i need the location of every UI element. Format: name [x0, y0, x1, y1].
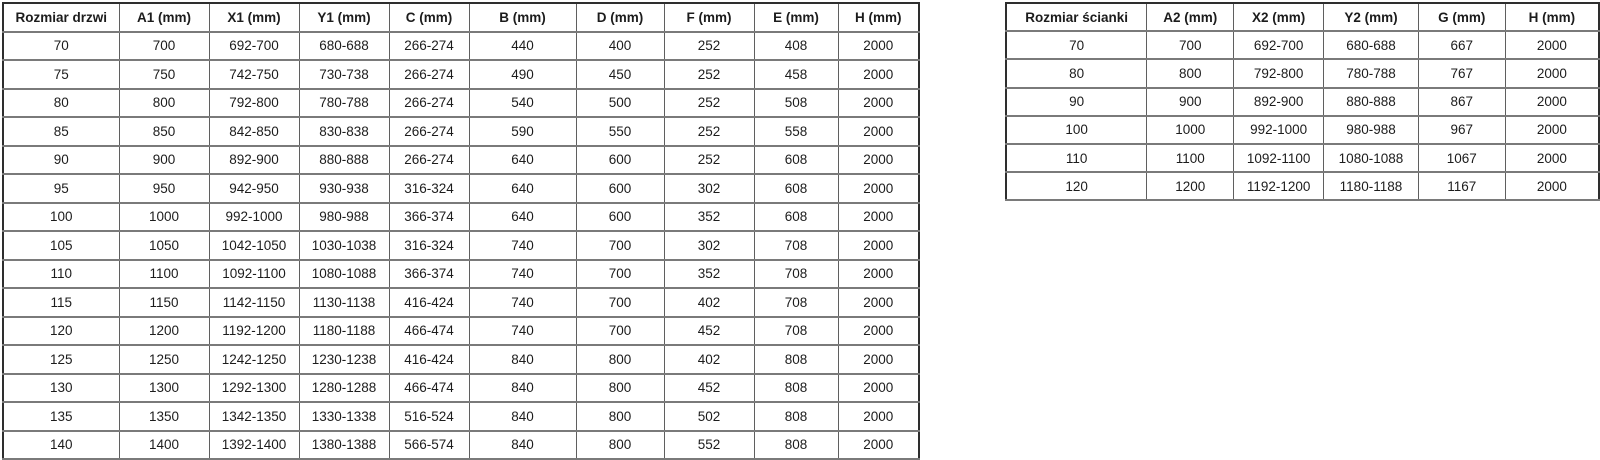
table-cell: 1030-1038 — [299, 231, 389, 260]
column-header: Rozmiar ścianki — [1006, 3, 1147, 31]
table-cell: 1280-1288 — [299, 374, 389, 403]
table-cell: 767 — [1418, 59, 1505, 87]
column-header: Y2 (mm) — [1324, 3, 1419, 31]
table-cell: 1180-1188 — [1324, 172, 1419, 200]
table-cell: 1380-1388 — [299, 431, 389, 460]
table-cell: 1392-1400 — [209, 431, 299, 460]
table-cell: 466-474 — [389, 374, 469, 403]
table-cell: 700 — [576, 231, 664, 260]
table-cell: 1250 — [119, 345, 209, 374]
table-cell: 500 — [576, 89, 664, 118]
table-cell: 266-274 — [389, 117, 469, 146]
table-cell: 266-274 — [389, 89, 469, 118]
table-cell: 680-688 — [299, 32, 389, 61]
table-cell: 85 — [3, 117, 119, 146]
table-cell: 2000 — [838, 260, 919, 289]
table-cell: 692-700 — [1234, 31, 1324, 59]
table-cell: 2000 — [838, 32, 919, 61]
table-cell: 1050 — [119, 231, 209, 260]
table-row — [3, 260, 919, 289]
table-cell: 880-888 — [1324, 88, 1419, 116]
table-cell: 808 — [754, 402, 838, 431]
column-header: Y1 (mm) — [299, 3, 389, 32]
table-cell: 316-324 — [389, 174, 469, 203]
table-row — [1006, 172, 1599, 200]
table-cell: 780-788 — [1324, 59, 1419, 87]
table-row — [3, 117, 919, 146]
table-cell: 100 — [3, 203, 119, 232]
table-cell: 95 — [3, 174, 119, 203]
wall-sizes-table — [1005, 2, 1600, 201]
table-cell: 402 — [664, 345, 754, 374]
table-cell: 2000 — [1505, 144, 1599, 172]
table-cell: 1292-1300 — [209, 374, 299, 403]
table-cell: 640 — [469, 174, 576, 203]
table-cell: 590 — [469, 117, 576, 146]
table-cell: 2000 — [838, 146, 919, 175]
table-cell: 1342-1350 — [209, 402, 299, 431]
table-cell: 2000 — [838, 89, 919, 118]
table-cell: 640 — [469, 203, 576, 232]
table-cell: 1230-1238 — [299, 345, 389, 374]
table-cell: 452 — [664, 317, 754, 346]
table-cell: 780-788 — [299, 89, 389, 118]
table-cell: 2000 — [838, 345, 919, 374]
table-cell: 600 — [576, 203, 664, 232]
table-cell: 800 — [1147, 59, 1234, 87]
table-row — [3, 231, 919, 260]
table-cell: 70 — [1006, 31, 1147, 59]
table-cell: 2000 — [838, 60, 919, 89]
table-cell: 740 — [469, 231, 576, 260]
table-cell: 1000 — [119, 203, 209, 232]
table-cell: 992-1000 — [1234, 116, 1324, 144]
table-cell: 450 — [576, 60, 664, 89]
table-cell: 2000 — [838, 117, 919, 146]
table-cell: 1150 — [119, 288, 209, 317]
table-cell: 740 — [469, 260, 576, 289]
table-cell: 867 — [1418, 88, 1505, 116]
table-cell: 1300 — [119, 374, 209, 403]
table-cell: 667 — [1418, 31, 1505, 59]
table-cell: 125 — [3, 345, 119, 374]
table-cell: 550 — [576, 117, 664, 146]
table-cell: 740 — [469, 317, 576, 346]
table-cell: 980-988 — [299, 203, 389, 232]
table-cell: 1330-1338 — [299, 402, 389, 431]
table-cell: 892-900 — [1234, 88, 1324, 116]
table-cell: 252 — [664, 117, 754, 146]
table-cell: 840 — [469, 431, 576, 460]
table-cell: 80 — [1006, 59, 1147, 87]
table-cell: 742-750 — [209, 60, 299, 89]
table-cell: 700 — [1147, 31, 1234, 59]
table-cell: 416-424 — [389, 288, 469, 317]
table-cell: 266-274 — [389, 32, 469, 61]
table-cell: 90 — [1006, 88, 1147, 116]
table-cell: 2000 — [838, 174, 919, 203]
table-cell: 608 — [754, 146, 838, 175]
table-cell: 950 — [119, 174, 209, 203]
table-cell: 842-850 — [209, 117, 299, 146]
table-cell: 808 — [754, 374, 838, 403]
table-cell: 90 — [3, 146, 119, 175]
column-header: X1 (mm) — [209, 3, 299, 32]
table-cell: 808 — [754, 431, 838, 460]
header-row — [3, 3, 919, 32]
column-header: E (mm) — [754, 3, 838, 32]
table-cell: 800 — [119, 89, 209, 118]
table-row — [3, 203, 919, 232]
table-cell: 1167 — [1418, 172, 1505, 200]
column-header: A2 (mm) — [1147, 3, 1234, 31]
column-header: B (mm) — [469, 3, 576, 32]
table-cell: 808 — [754, 345, 838, 374]
column-header: D (mm) — [576, 3, 664, 32]
table-cell: 1067 — [1418, 144, 1505, 172]
door-sizes-table — [2, 2, 920, 460]
table-cell: 2000 — [1505, 88, 1599, 116]
table-cell: 1400 — [119, 431, 209, 460]
table-cell: 558 — [754, 117, 838, 146]
table-cell: 1000 — [1147, 116, 1234, 144]
column-header: F (mm) — [664, 3, 754, 32]
table-cell: 800 — [576, 374, 664, 403]
table-cell: 352 — [664, 203, 754, 232]
table-row — [3, 402, 919, 431]
table-cell: 700 — [576, 260, 664, 289]
table-cell: 1080-1088 — [299, 260, 389, 289]
table-cell: 700 — [119, 32, 209, 61]
table-cell: 440 — [469, 32, 576, 61]
table-cell: 792-800 — [209, 89, 299, 118]
table-cell: 416-424 — [389, 345, 469, 374]
table-cell: 608 — [754, 174, 838, 203]
table-cell: 302 — [664, 174, 754, 203]
table-cell: 408 — [754, 32, 838, 61]
table-cell: 366-374 — [389, 203, 469, 232]
table-row — [1006, 31, 1599, 59]
table-cell: 1200 — [1147, 172, 1234, 200]
table-cell: 1192-1200 — [1234, 172, 1324, 200]
table-cell: 830-838 — [299, 117, 389, 146]
table-cell: 80 — [3, 89, 119, 118]
table-cell: 2000 — [1505, 116, 1599, 144]
table-cell: 2000 — [838, 402, 919, 431]
table-cell: 2000 — [838, 374, 919, 403]
table-cell: 540 — [469, 89, 576, 118]
table-cell: 900 — [119, 146, 209, 175]
table-cell: 1100 — [1147, 144, 1234, 172]
table-cell: 967 — [1418, 116, 1505, 144]
table-cell: 2000 — [1505, 31, 1599, 59]
table-cell: 252 — [664, 32, 754, 61]
table-cell: 700 — [576, 288, 664, 317]
table-cell: 730-738 — [299, 60, 389, 89]
table-cell: 1092-1100 — [1234, 144, 1324, 172]
table-cell: 566-574 — [389, 431, 469, 460]
table-cell: 1042-1050 — [209, 231, 299, 260]
table-cell: 140 — [3, 431, 119, 460]
column-header: Rozmiar drzwi — [3, 3, 119, 32]
table-cell: 800 — [576, 402, 664, 431]
table-row — [1006, 88, 1599, 116]
table-cell: 792-800 — [1234, 59, 1324, 87]
table-cell: 508 — [754, 89, 838, 118]
table-row — [3, 374, 919, 403]
table-cell: 135 — [3, 402, 119, 431]
table-cell: 900 — [1147, 88, 1234, 116]
table-cell: 892-900 — [209, 146, 299, 175]
table-cell: 750 — [119, 60, 209, 89]
table-cell: 352 — [664, 260, 754, 289]
table-cell: 402 — [664, 288, 754, 317]
table-cell: 1080-1088 — [1324, 144, 1419, 172]
table-cell: 100 — [1006, 116, 1147, 144]
table-row — [3, 89, 919, 118]
table-row — [1006, 59, 1599, 87]
table-row — [3, 288, 919, 317]
table-cell: 2000 — [838, 203, 919, 232]
table-cell: 708 — [754, 260, 838, 289]
table-cell: 1142-1150 — [209, 288, 299, 317]
table-cell: 115 — [3, 288, 119, 317]
table-cell: 252 — [664, 60, 754, 89]
table-row — [1006, 144, 1599, 172]
column-header: H (mm) — [1505, 3, 1599, 31]
table-cell: 2000 — [1505, 172, 1599, 200]
table-cell: 452 — [664, 374, 754, 403]
table-cell: 502 — [664, 402, 754, 431]
table-cell: 708 — [754, 317, 838, 346]
table-cell: 942-950 — [209, 174, 299, 203]
column-header: C (mm) — [389, 3, 469, 32]
table-cell: 366-374 — [389, 260, 469, 289]
table-cell: 680-688 — [1324, 31, 1419, 59]
table-cell: 600 — [576, 146, 664, 175]
table-cell: 740 — [469, 288, 576, 317]
table-cell: 110 — [3, 260, 119, 289]
table-cell: 400 — [576, 32, 664, 61]
table-cell: 600 — [576, 174, 664, 203]
table-cell: 252 — [664, 146, 754, 175]
table-cell: 1242-1250 — [209, 345, 299, 374]
table-cell: 640 — [469, 146, 576, 175]
table-row — [3, 345, 919, 374]
table-cell: 120 — [3, 317, 119, 346]
table-cell: 850 — [119, 117, 209, 146]
table-cell: 516-524 — [389, 402, 469, 431]
table-cell: 700 — [576, 317, 664, 346]
table-cell: 552 — [664, 431, 754, 460]
table-cell: 840 — [469, 374, 576, 403]
table-row — [3, 32, 919, 61]
table-cell: 120 — [1006, 172, 1147, 200]
table-cell: 1130-1138 — [299, 288, 389, 317]
table-cell: 708 — [754, 288, 838, 317]
table-cell: 608 — [754, 203, 838, 232]
table-cell: 992-1000 — [209, 203, 299, 232]
table-cell: 316-324 — [389, 231, 469, 260]
table-cell: 266-274 — [389, 60, 469, 89]
table-row — [3, 60, 919, 89]
table-cell: 1092-1100 — [209, 260, 299, 289]
table-cell: 252 — [664, 89, 754, 118]
table-row — [3, 174, 919, 203]
table-cell: 266-274 — [389, 146, 469, 175]
column-header: G (mm) — [1418, 3, 1505, 31]
table-cell: 105 — [3, 231, 119, 260]
column-header: X2 (mm) — [1234, 3, 1324, 31]
table-cell: 1350 — [119, 402, 209, 431]
table-row — [3, 146, 919, 175]
table-cell: 490 — [469, 60, 576, 89]
table-cell: 2000 — [838, 288, 919, 317]
table-cell: 880-888 — [299, 146, 389, 175]
table-cell: 1192-1200 — [209, 317, 299, 346]
table-cell: 130 — [3, 374, 119, 403]
table-cell: 840 — [469, 402, 576, 431]
table-cell: 466-474 — [389, 317, 469, 346]
table-cell: 2000 — [838, 231, 919, 260]
table-cell: 1100 — [119, 260, 209, 289]
column-header: H (mm) — [838, 3, 919, 32]
table-cell: 2000 — [838, 431, 919, 460]
table-cell: 458 — [754, 60, 838, 89]
table-cell: 800 — [576, 345, 664, 374]
table-cell: 70 — [3, 32, 119, 61]
table-cell: 692-700 — [209, 32, 299, 61]
table-cell: 1200 — [119, 317, 209, 346]
table-cell: 2000 — [1505, 59, 1599, 87]
table-row — [3, 431, 919, 460]
table-cell: 110 — [1006, 144, 1147, 172]
table-cell: 930-938 — [299, 174, 389, 203]
table-cell: 1180-1188 — [299, 317, 389, 346]
table-cell: 800 — [576, 431, 664, 460]
table-row — [1006, 116, 1599, 144]
table-cell: 302 — [664, 231, 754, 260]
table-cell: 980-988 — [1324, 116, 1419, 144]
table-cell: 840 — [469, 345, 576, 374]
table-cell: 708 — [754, 231, 838, 260]
column-header: A1 (mm) — [119, 3, 209, 32]
table-row — [3, 317, 919, 346]
table-cell: 75 — [3, 60, 119, 89]
header-row — [1006, 3, 1599, 31]
table-cell: 2000 — [838, 317, 919, 346]
